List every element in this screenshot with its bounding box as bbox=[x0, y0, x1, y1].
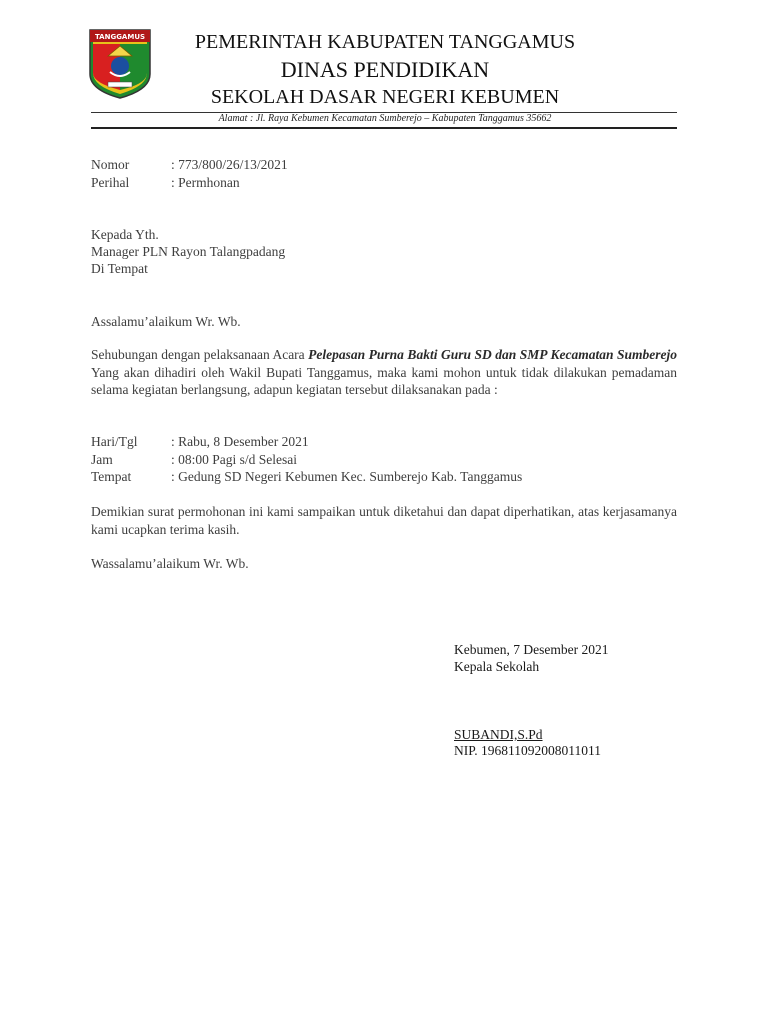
body-paragraph-1 bbox=[91, 346, 677, 399]
nomor-value: : 773/800/26/13/2021 bbox=[171, 157, 288, 172]
recipient-line-2: Manager PLN Rayon Talangpadang bbox=[91, 244, 286, 259]
recipient-line-1: Kepada Yth. bbox=[91, 227, 159, 242]
signature-nip: NIP. 196811092008011011 bbox=[454, 743, 602, 758]
detail-label-time: Jam bbox=[91, 452, 113, 467]
signature-position: Kepala Sekolah bbox=[454, 659, 540, 674]
recipient-line-3: Di Tempat bbox=[91, 261, 148, 276]
signature-place-date: Kebumen, 7 Desember 2021 bbox=[454, 642, 609, 657]
detail-label-place: Tempat bbox=[91, 469, 132, 484]
greeting: Assalamu’alaikum Wr. Wb. bbox=[91, 314, 241, 329]
detail-value-time: : 08:00 Pagi s/d Selesai bbox=[171, 452, 297, 467]
paragraph-rest: Yang akan dihadiri oleh Wakil Bupati Tanggamus, maka kami mohon untuk tidak dilakukan pemadaman selama kegiatan berlangsung, adapun kegiatan tersebut dilaksanakan pada : bbox=[91, 364, 677, 398]
logo-text: TANGGAMUS bbox=[94, 33, 146, 41]
tanggamus-logo-icon bbox=[88, 28, 152, 100]
letterhead-divider-thick bbox=[91, 127, 677, 129]
paragraph-lead: Sehubungan dengan pelaksanaan Acara bbox=[91, 347, 309, 362]
nomor-label: Nomor bbox=[91, 157, 130, 172]
letterhead-department: DINAS PENDIDIKAN bbox=[280, 57, 490, 82]
detail-value-date: : Rabu, 8 Desember 2021 bbox=[171, 434, 309, 449]
event-name: Pelepasan Purna Bakti Guru SD dan SMP Kecamatan Sumberejo bbox=[308, 347, 677, 362]
perihal-value: : Permhonan bbox=[171, 175, 240, 190]
letterhead-address: Alamat : Jl. Raya Kebumen Kecamatan Sumberejo – Kabupaten Tanggamus 35662 bbox=[218, 113, 552, 124]
letterhead-government: PEMERINTAH KABUPATEN TANGGAMUS bbox=[194, 31, 576, 53]
body-paragraph-2: Demikian surat permohonan ini kami sampaikan untuk diketahui dan dapat diperhatikan, atas kerjasamanya kami ucapkan terima kasih. bbox=[91, 504, 677, 537]
perihal-label: Perihal bbox=[91, 175, 130, 190]
closing-greeting: Wassalamu’alaikum Wr. Wb. bbox=[91, 556, 249, 571]
detail-value-place: : Gedung SD Negeri Kebumen Kec. Sumberejo Kab. Tanggamus bbox=[171, 469, 523, 484]
detail-label-date: Hari/Tgl bbox=[91, 434, 138, 449]
signature-name: SUBANDI,S.Pd bbox=[454, 727, 543, 742]
letterhead-school: SEKOLAH DASAR NEGERI KEBUMEN bbox=[210, 86, 560, 108]
